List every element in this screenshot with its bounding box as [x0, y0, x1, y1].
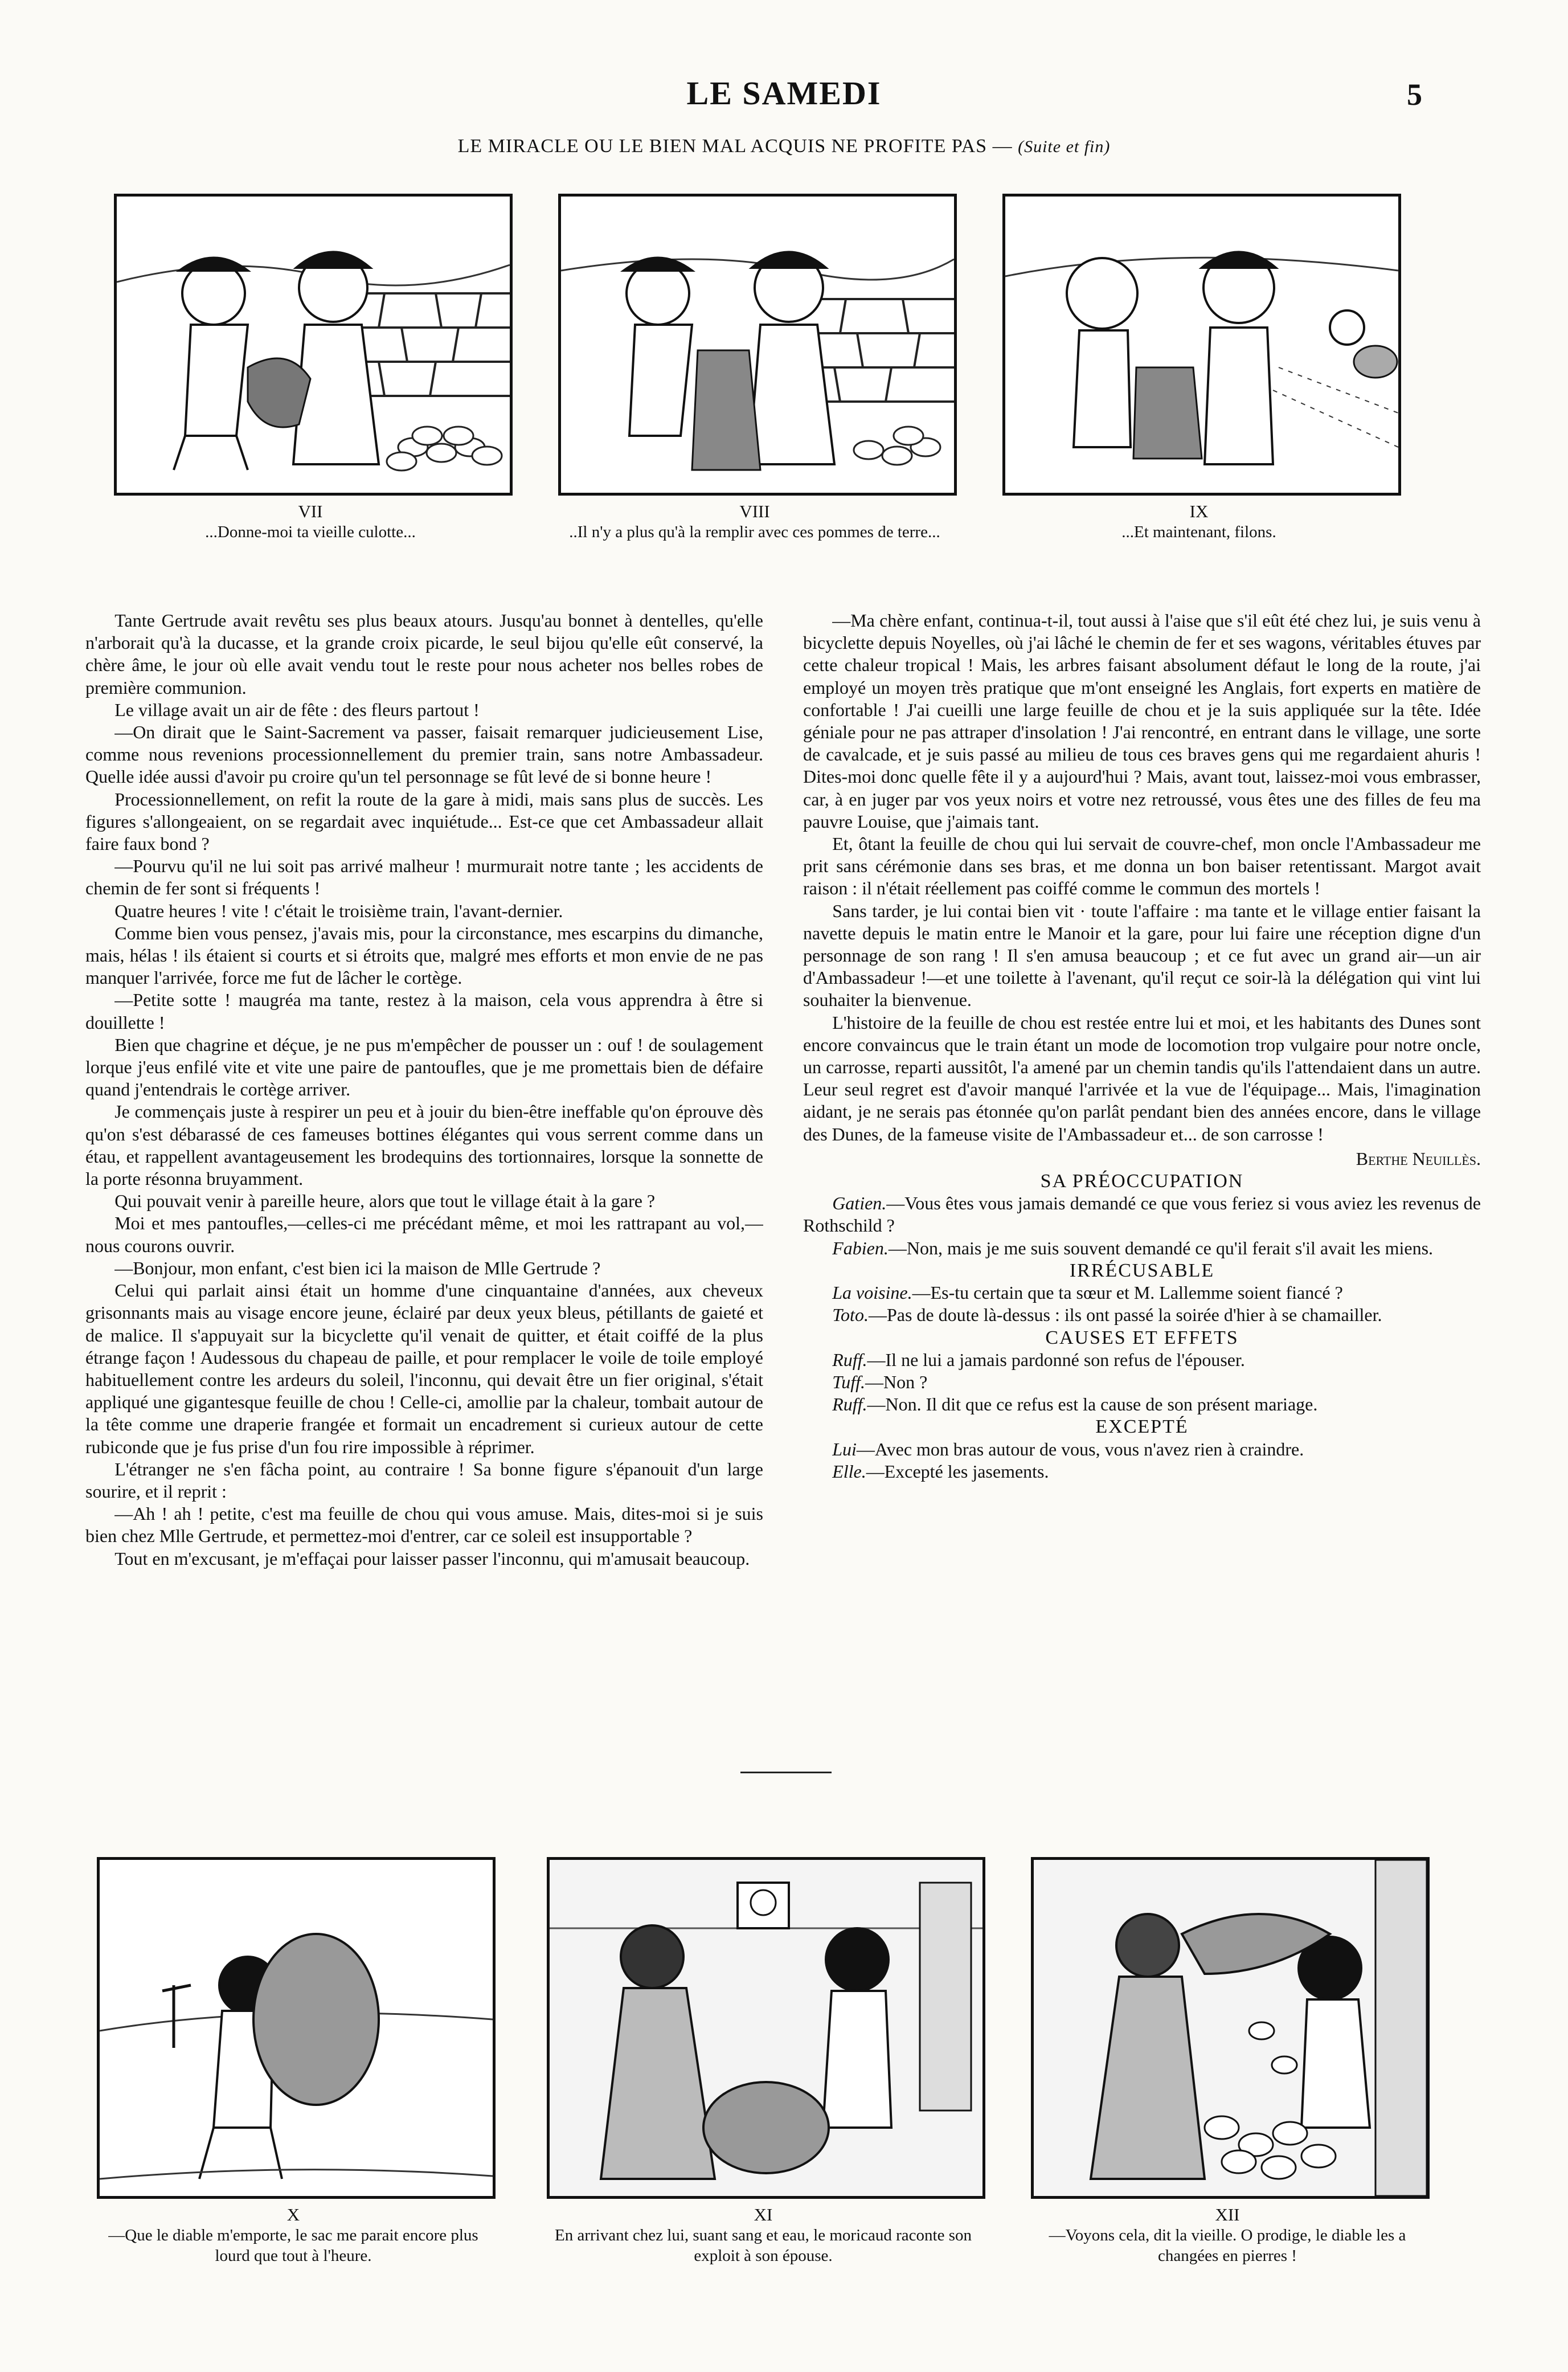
joke-text: —Non. Il dit que ce refus est la cause de son présent mariage.: [867, 1394, 1318, 1415]
story-paragraph: Et, ôtant la feuille de chou qui lui servait de couvre-chef, mon oncle l'Ambassadeur me prit sans cérémonie dans ses bras, et me donna un bon baiser retentissant. Margot avait raison : il n'était réellement pas coiffé comme le commun des mortels !: [803, 833, 1481, 899]
story-right-column: [803, 610, 1481, 1749]
joke-speaker: La voisine.: [832, 1282, 912, 1303]
story-paragraph: Je commençais juste à respirer un peu et à jouir du bien-être ineffable qu'on éprouve dès qu'on s'est débarassé de ces fameuses bottines élégantes qui vous serrent comme dans un étau, et rappellent avantageusement les brodequins des tortionnaires, lorsque la sonnette de la porte résonna bruyamment.: [85, 1101, 763, 1189]
comic-panel-7: [114, 194, 513, 496]
joke-text: —Pas de doute là-dessus : ils ont passé la soirée d'hier à se chamailler.: [868, 1304, 1382, 1326]
joke-line: [803, 1371, 1481, 1393]
story-paragraph: Comme bien vous pensez, j'avais mis, pour la circonstance, mes escarpins du dimanche, mais, hélas ! ils étaient si courts et si étroits que, malgré mes efforts et mon envie de ne pas manquer l'arrivée, force me fut de lâcher le cortège.: [85, 922, 763, 988]
comic-panel-8: [558, 194, 957, 496]
panel-9-text: ...Et maintenant, filons.: [1121, 523, 1276, 541]
story-paragraph: Moi et mes pantoufles,—celles-ci me précédant même, et moi les rattrapant au vol,—nous courons ouvrir.: [85, 1213, 763, 1256]
story-paragraph: Quatre heures ! vite ! c'était le troisième train, l'avant-dernier.: [114, 900, 563, 921]
story-signature: Berthe Neuillès.: [1356, 1148, 1481, 1169]
joke-speaker: Elle.: [832, 1461, 866, 1482]
joke-line: [803, 1438, 1481, 1461]
joke-heading: EXCEPTÉ: [1095, 1416, 1189, 1438]
panel-7-caption: [114, 501, 507, 542]
joke-text: —Excepté les jasements.: [866, 1461, 1049, 1482]
panel-10-number: X: [286, 2205, 300, 2224]
story-paragraph: Tante Gertrude avait revêtu ses plus beaux atours. Jusqu'au bonnet à dentelles, qu'elle n'arborait qu'à la ducasse, et la grande croix picarde, le seul bijou qu'elle eût conservé, la chère âme, le jour où elle avait vendu tout le reste pour nous acheter nos belles robes de première communion.: [85, 610, 763, 698]
joke-text: —Non, mais je me suis souvent demandé ce qu'il ferait s'il avait les miens.: [888, 1237, 1434, 1258]
masthead-title: LE SAMEDI: [686, 75, 882, 112]
story-paragraph: —Ah ! ah ! petite, c'est ma feuille de chou qui vous amuse. Mais, dites-moi si je suis bien chez Mlle Gertrude, et permettez-moi d'entrer, car ce soleil est insupportable ?: [85, 1503, 763, 1547]
joke-line: [803, 1304, 1481, 1326]
joke-heading: IRRÉCUSABLE: [1069, 1259, 1215, 1281]
joke-text: —Il ne lui a jamais pardonné son refus de l'épouser.: [867, 1349, 1245, 1370]
joke-speaker: Ruff.: [832, 1394, 867, 1415]
story-paragraph: —Ma chère enfant, continua-t-il, tout aussi à l'aise que s'il eût été chez lui, je suis venu à bicyclette depuis Noyelles, où j'ai lâché le chemin de fer et ses wagons, véritables étuves par cette chaleur tropical ! Mais, les arbres faisant absolument défaut le long de la route, j'ai employé un moyen très pratique que m'ont enseigné les Anglais, fort experts en matière de confortable ! J'ai cueilli une large feuille de chou et je la suis appliquée sur la tête. Idée géniale pour ne pas attraper d'insolation ! J'ai rencontré, en entrant dans le village, une sorte de cavalcade, et je suis passé au milieu de tous ces braves gens qui me regardaient ahuris ! Dites-moi donc quelle fête il y a aujourd'hui ? Mais, avant tout, laissez-moi vous embrasser, car, à en juger par vos yeux noirs et votre nez retroussé, vous êtes une des filles de feu ma pauvre Louise, que j'aimais tant.: [803, 610, 1481, 832]
panel-8-text: ..Il n'y a plus qu'à la remplir avec ces pommes de terre...: [569, 523, 940, 541]
story-left-column: [85, 610, 763, 1726]
joke-line: [803, 1393, 1481, 1416]
story-paragraph: —Petite sotte ! maugréa ma tante, restez à la maison, cela vous apprendra à être si douillette !: [85, 989, 763, 1033]
panel-7-illustration: [117, 197, 510, 493]
joke-text: —Avec mon bras autour de vous, vous n'avez rien à craindre.: [856, 1438, 1304, 1459]
joke-line: [803, 1349, 1481, 1371]
serial-title-text: LE MIRACLE OU LE BIEN MAL ACQUIS NE PROFITE PAS —: [457, 136, 1013, 157]
joke-line: [803, 1237, 1481, 1259]
joke-text: —Es-tu certain que ta sœur et M. Lallemme soient fiancé ?: [912, 1282, 1343, 1303]
joke-text: —Vous êtes vous jamais demandé ce que vous feriez si vous aviez les revenus de Rothschild ?: [803, 1193, 1481, 1236]
story-paragraph: —On dirait que le Saint-Sacrement va passer, faisait remarquer judicieusement Lise, comme nous revenions processionnellement du premier train, sans notre Ambassadeur. Quelle idée aussi d'avoir pu croire qu'un tel personnage se fût levé de si bonne heure !: [85, 722, 763, 787]
joke-speaker: Fabien.: [832, 1237, 889, 1258]
panel-12-text: —Voyons cela, dit la vieille. O prodige, le diable les a changées en pierres !: [1049, 2226, 1406, 2265]
page-number: 5: [1407, 77, 1422, 112]
panel-11-number: XI: [754, 2205, 773, 2224]
panel-11-caption: [547, 2205, 980, 2266]
story-paragraph: Processionnellement, on refit la route de la gare à midi, mais sans plus de succès. Les figures s'allongeaient, on se regardait avec inquiétude... Est-ce que cet Ambassadeur allait faire faux bond ?: [85, 788, 763, 854]
story-paragraph: Bien que chagrine et déçue, je ne pus m'empêcher de pousser un : ouf ! de soulagement lorque j'eus enfilé vite et vite une paire de pantoufles, que je me promettais bien de défaire quand j'entendrais le cortège arriver.: [85, 1034, 763, 1100]
joke-speaker: Ruff.: [832, 1349, 867, 1370]
joke-speaker: Toto.: [832, 1304, 869, 1326]
comic-panel-12: [1031, 1857, 1430, 2199]
story-paragraph: Qui pouvait venir à pareille heure, alors que tout le village était à la gare ?: [114, 1191, 656, 1212]
joke-line: [803, 1192, 1481, 1237]
story-paragraph: Le village avait un air de fête : des fleurs partout !: [114, 699, 480, 720]
panel-8-number: VIII: [739, 501, 770, 521]
joke-line: [803, 1461, 1481, 1483]
story-paragraph: Sans tarder, je lui contai bien vit · toute l'affaire : ma tante et le village entier faisant la navette depuis le matin entre le Manoir et la gare, pour lui faire une réception digne d'un personnage de son rang ! Il s'en amusa beaucoup ; et ce fut avec un grand air—un air d'Ambassadeur !—et une toilette à l'avenant, qu'il reçut ce soir-là la délégation qui vint lui souhaiter la bienvenue.: [803, 900, 1481, 1011]
panel-10-illustration: [100, 1860, 493, 2196]
story-paragraph: Tout en m'excusant, je m'effaçai pour laisser passer l'inconnu, qui m'amusait beaucoup.: [114, 1548, 750, 1569]
panel-12-illustration: [1034, 1860, 1427, 2196]
serial-title-suffix: (Suite et fin): [1018, 137, 1111, 156]
comic-panel-9: [1002, 194, 1401, 496]
story-paragraph: L'étranger ne s'en fâcha point, au contraire ! Sa bonne figure s'épanouit d'un large sourire, et il reprit :: [85, 1458, 763, 1502]
panel-12-caption: [1031, 2205, 1424, 2266]
story-paragraph: —Pourvu qu'il ne lui soit pas arrivé malheur ! murmurait notre tante ; les accidents de chemin de fer sont si fréquents !: [85, 856, 763, 899]
panel-11-text: En arrivant chez lui, suant sang et eau, le moricaud raconte son exploit à son épouse.: [555, 2226, 972, 2265]
panel-7-text: ...Donne-moi ta vieille culotte...: [205, 523, 416, 541]
panel-10-caption: [97, 2205, 490, 2266]
panel-9-caption: [1002, 501, 1395, 542]
panel-8-caption: [558, 501, 951, 542]
panel-7-number: VII: [298, 501, 323, 521]
joke-text: —Non ?: [865, 1371, 928, 1392]
story-paragraph: L'histoire de la feuille de chou est restée entre lui et moi, et les habitants des Dunes sont encore convaincus que le train étant un mode de locomotion trop vulgaire pour notre oncle, un carrosse, reparti aussitôt, l'a amené par un chemin tandis qu'ils l'attendaient dans un autre. Leur seul regret est d'avoir manqué l'arrivée et la vue de l'équipage... Mais, l'imagination aidant, je ne serais pas étonnée qu'on parlât pendant bien des années encore, dans le village des Dunes, de la fameuse visite de l'Ambassadeur et... de son carrosse !: [803, 1012, 1481, 1144]
story-paragraph: Celui qui parlait ainsi était un homme d'une cinquantaine d'années, aux cheveux grisonnants mais au visage encore jeune, éclairé par deux yeux bleus, pétillants de gaieté et de malice. Il s'appuyait sur la bicyclette qu'il venait de quitter, et était coiffé de la plus étrange façon ! Audessous du chapeau de paille, et pour remplacer le voile de toile employé habituellement contre les ardeurs du soleil, l'inconnu, qui devait être un fier original, s'était appliqué une gigantesque feuille de chou ! Celle-ci, amollie par la chaleur, tombait autour de la tête comme une draperie frangée et formait un encadrement si curieux autour de cette rubiconde que je fus prise d'un fou rire impossible à réprimer.: [85, 1280, 763, 1457]
joke-line: [803, 1282, 1481, 1304]
joke-speaker: Gatien.: [832, 1193, 887, 1214]
joke-speaker: Tuff.: [832, 1371, 865, 1392]
panel-9-illustration: [1005, 197, 1398, 493]
comic-panel-11: [547, 1857, 985, 2199]
comic-panel-10: [97, 1857, 496, 2199]
serial-title: [0, 136, 1568, 157]
panel-11-illustration: [550, 1860, 982, 2196]
joke-speaker: Lui: [832, 1438, 857, 1459]
section-divider: [740, 1772, 832, 1773]
panel-8-illustration: [561, 197, 954, 493]
panel-12-number: XII: [1215, 2205, 1240, 2224]
panel-9-number: IX: [1189, 501, 1209, 521]
story-paragraph: —Bonjour, mon enfant, c'est bien ici la maison de Mlle Gertrude ?: [114, 1257, 601, 1278]
joke-heading: SA PRÉOCCUPATION: [1040, 1171, 1244, 1192]
joke-heading: CAUSES ET EFFETS: [1045, 1327, 1239, 1348]
panel-10-text: —Que le diable m'emporte, le sac me parait encore plus lourd que tout à l'heure.: [108, 2226, 478, 2265]
